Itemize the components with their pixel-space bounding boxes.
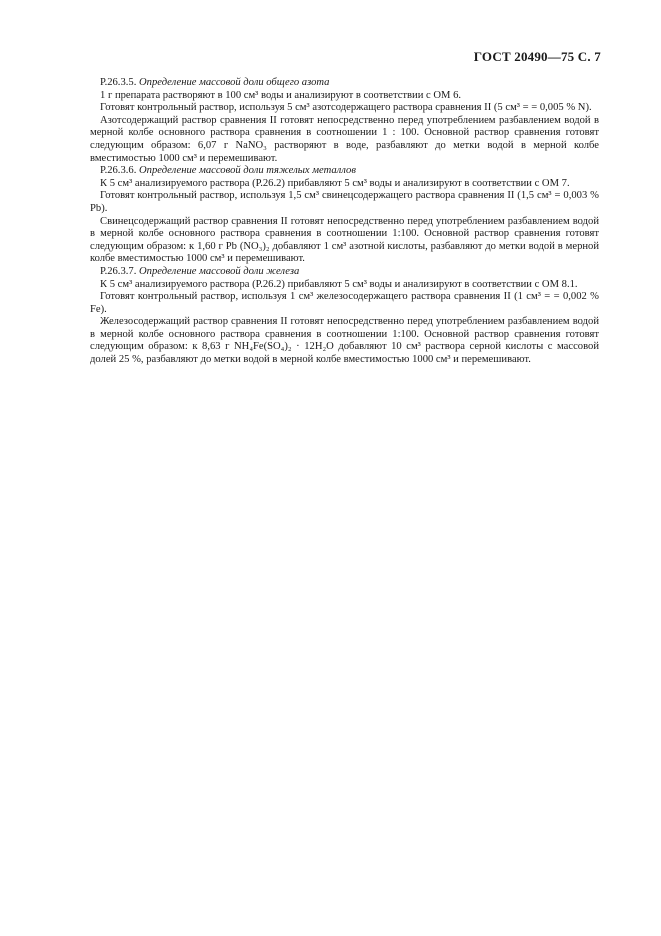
section-number: Р.26.3.6. — [100, 165, 137, 177]
section-title: Определение массовой доли общего азота — [139, 77, 330, 88]
document-body — [90, 77, 599, 367]
paragraph: 1 г препарата растворяют в 100 см³ воды и анализируют в соответствии с ОМ 6. — [100, 89, 462, 101]
section-number: Р.26.3.5. — [100, 77, 137, 88]
section-heading — [90, 266, 599, 279]
section-title: Определение массовой доли железа — [139, 265, 300, 277]
paragraph: К 5 см³ анализируемого раствора (Р.26.2) прибавляют 5 см³ воды и анализируют в соответствии с ОМ 7. — [100, 177, 570, 189]
paragraph: Свинецсодержащий раствор сравнения II готовят непосредственно перед употреблением разбавлением водой в мерной колбе основного раствора сравнения в соотношении 1:100. Основной раствор сравнения готовят следующим образом: к 1,60 г Pb (NO₃)₂ добавляют 1 см³ азотной кислоты, разбавляют до метки водой в мерной колбе вместимостью 1000 см³ и перемешивают. — [90, 215, 599, 265]
section-heading — [90, 165, 599, 178]
paragraph: К 5 см³ анализируемого раствора (Р.26.2) прибавляют 5 см³ воды и анализируют в соответствии с ОМ 8.1. — [100, 278, 578, 290]
section-number: Р.26.3.7. — [100, 265, 137, 277]
running-header: ГОСТ 20490—75 С. 7 — [473, 49, 601, 64]
paragraph: Готовят контрольный раствор, используя 5 см³ азотсодержащего раствора сравнения II (5 см³ = = 0,005 % N). — [100, 102, 592, 114]
paragraph: Азотсодержащий раствор сравнения II готовят непосредственно перед употреблением разбавлением водой в мерной колбе основного раствора сравнения в соотношении 1 : 100. Основной раствор сравнения готовят следующим образом: 6,07 г NaNO₃ растворяют в воде, разбавляют до метки водой в мерной колбе вместимостью 1000 см³ и перемешивают. — [90, 114, 599, 164]
section-title: Определение массовой доли тяжелых металлов — [139, 165, 356, 177]
paragraph: Готовят контрольный раствор, используя 1,5 см³ свинецсодержащего раствора сравнения II (1,5 см³ = 0,003 % Pb). — [90, 190, 599, 214]
section-heading — [90, 77, 599, 90]
paragraph: Железосодержащий раствор сравнения II готовят непосредственно перед употреблением разбавлением водой в мерной колбе основного раствора сравнения в соотношении 1:100. Основной раствор сравнения готовят следующим образом: к 8,63 г NH₄Fe(SO₄)₂ · 12H₂O добавляют 10 см³ раствора серной кислоты с массовой долей 25 %, разбавляют до метки водой в мерной колбе вместимостью 1000 см³ и перемешивают. — [90, 316, 599, 366]
paragraph: Готовят контрольный раствор, используя 1 см³ железосодержащего раствора сравнения II (1 см³ = = 0,002 % Fe). — [90, 291, 599, 315]
